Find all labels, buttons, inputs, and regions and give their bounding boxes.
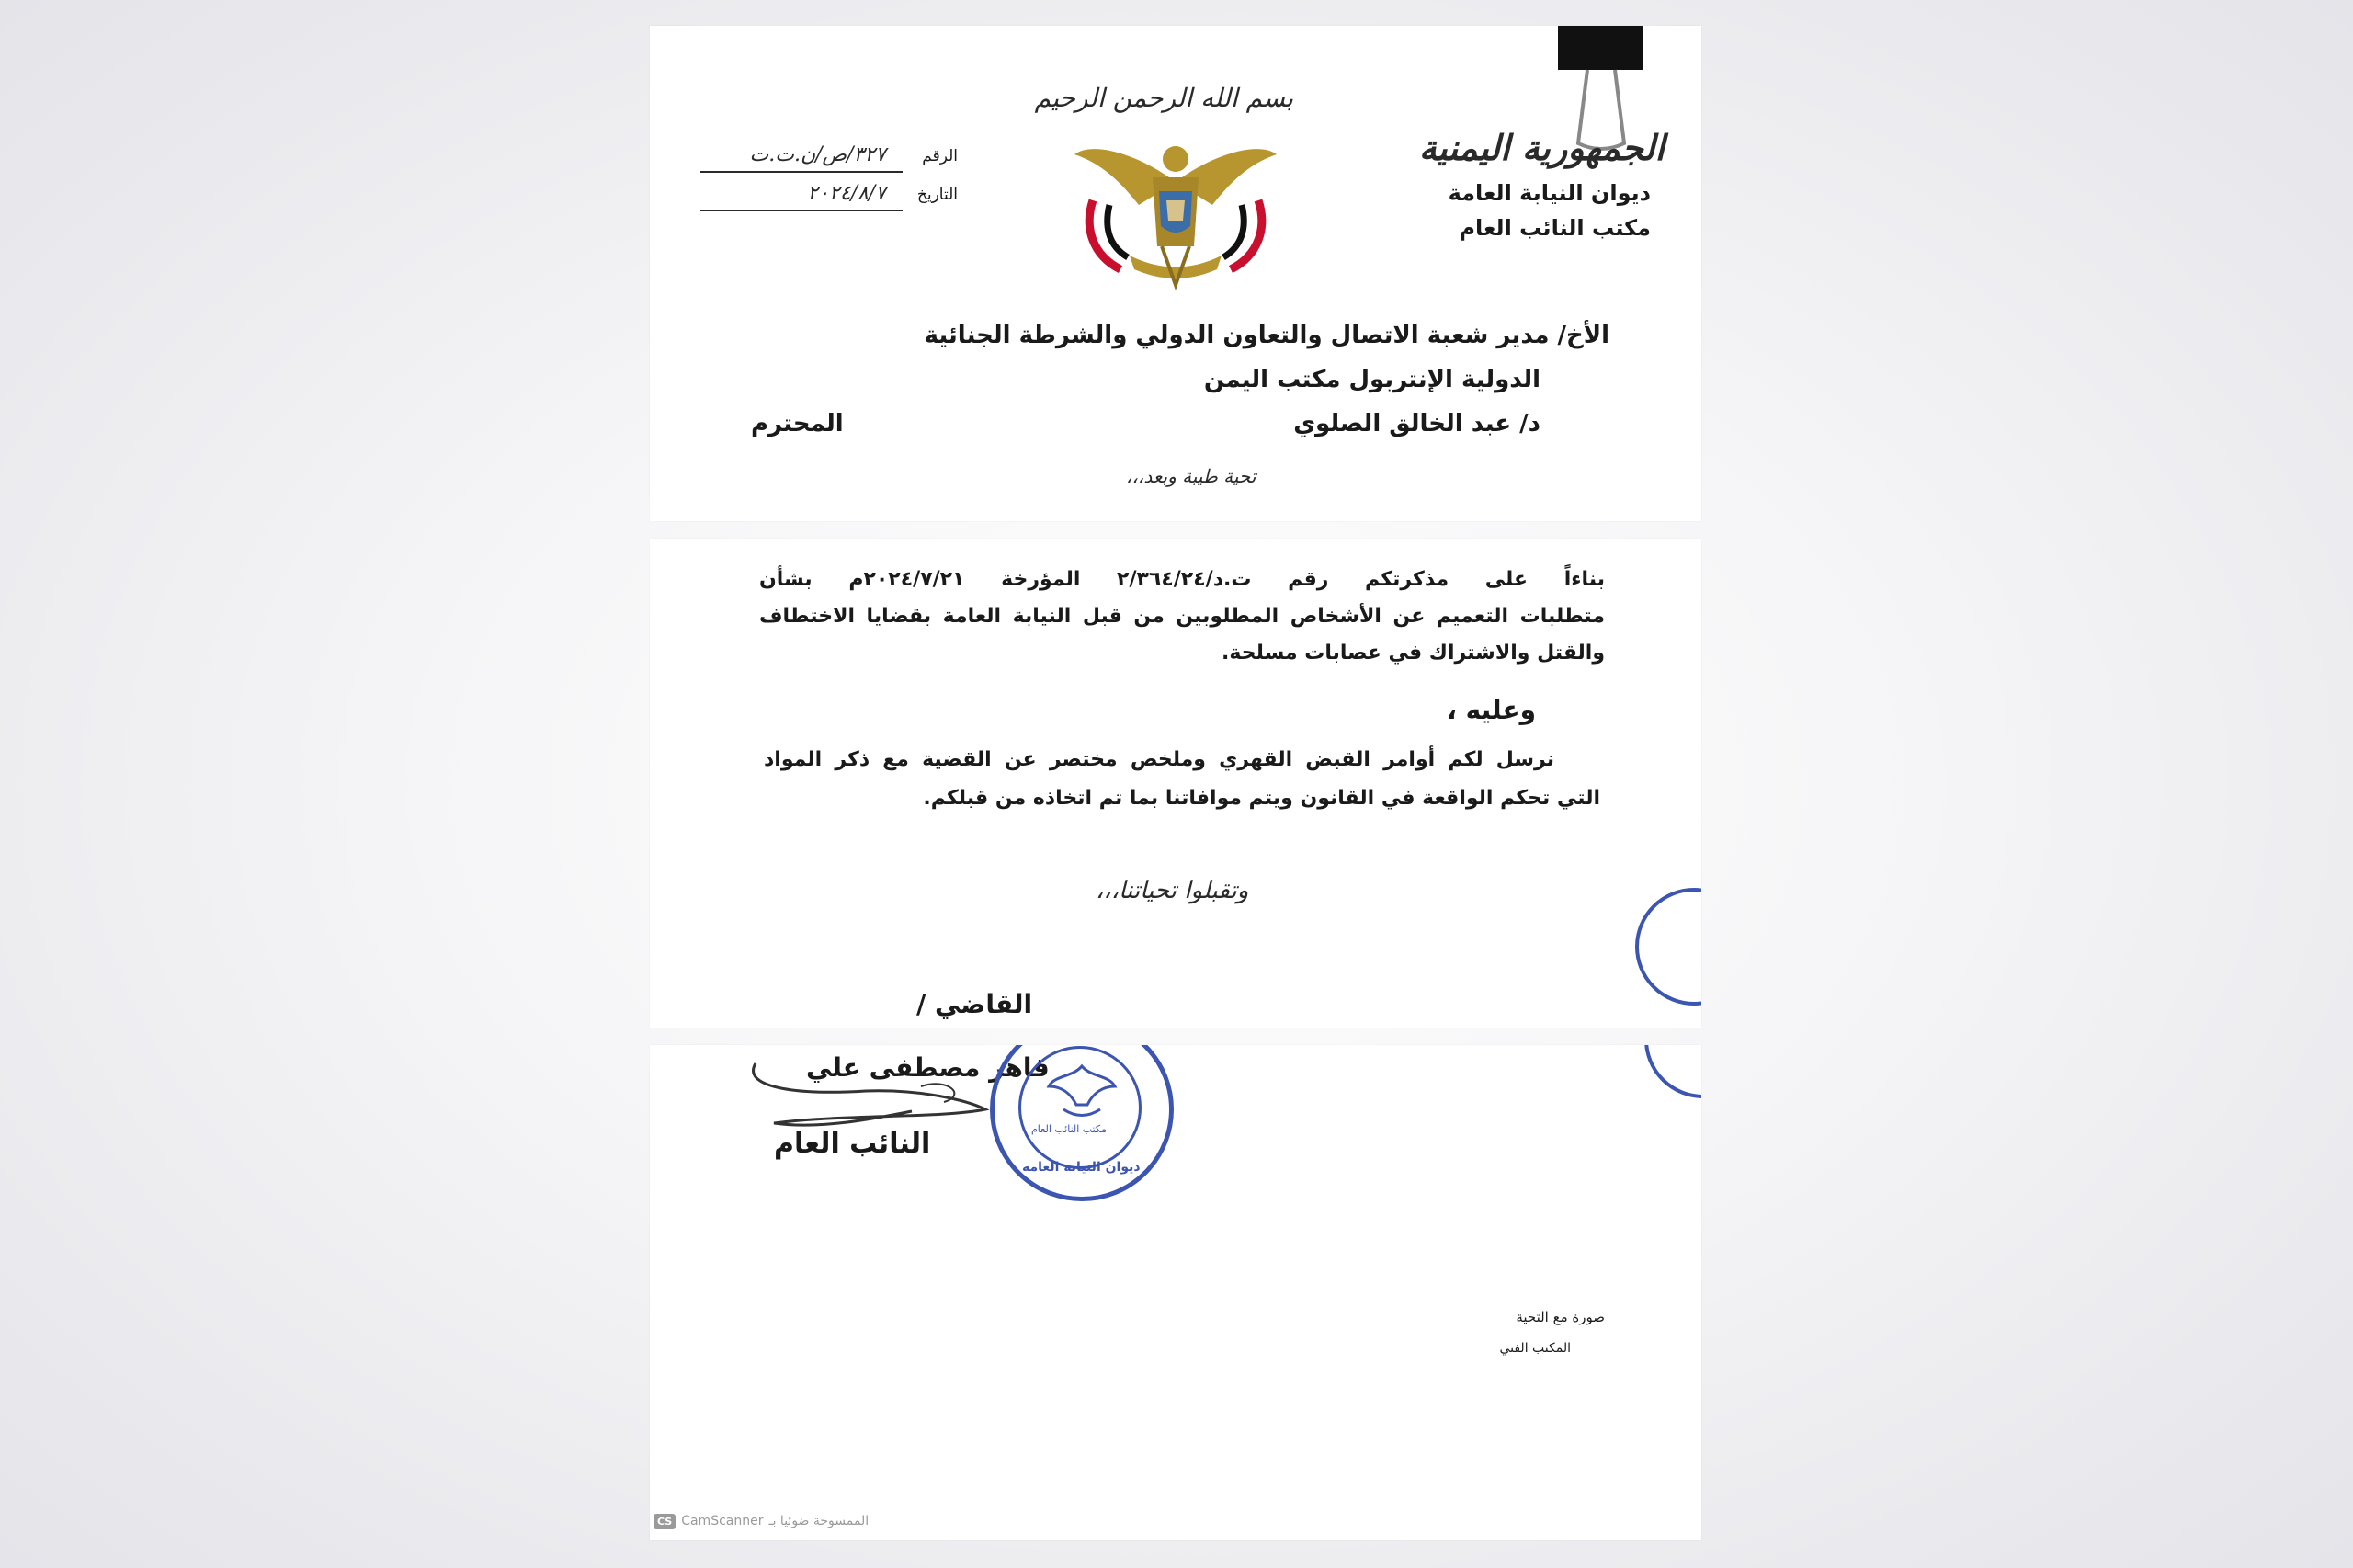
addressee-honorific: المحترم [751, 410, 844, 437]
signatory-name: قاهر مصطفى علي [806, 1052, 1050, 1083]
paragraph-1-line-3: والقتل والاشتراك في عصابات مسلحة. [1222, 642, 1605, 665]
office-line-1: ديوان النيابة العامة [1448, 180, 1651, 206]
office-line-2: مكتب النائب العام [1459, 215, 1651, 241]
stamp-ring-text: ديوان النيابة العامة [1022, 1160, 1141, 1175]
date-value: ٢٠٢٤/٨/٧ [807, 182, 886, 205]
paragraph-2-line-2: التي تحكم الواقعة في القانون ويتم موافاتنا بما تم اتخاذه من قبلكم. [923, 787, 1600, 810]
camscanner-footer [654, 1509, 869, 1533]
addressee-line-2: الدولية الإنتربول مكتب اليمن [1203, 366, 1540, 393]
reference-label: الرقم [922, 147, 958, 165]
addressee-name: د/ عبد الخالق الصلوي [1293, 410, 1540, 437]
binder-clip-icon [1551, 26, 1652, 81]
reference-number [700, 143, 958, 175]
body-strip [650, 539, 1701, 1028]
date-label: التاريخ [916, 186, 958, 204]
copy-note-line-2: المكتب الفني [1499, 1341, 1571, 1356]
camscanner-badge: CS [654, 1514, 676, 1529]
closing: وتقبلوا تحياتنا،،، [1096, 877, 1249, 904]
basmala: بسم الله الرحمن الرحيم [1034, 83, 1293, 113]
therefore-heading: وعليه ، [1447, 695, 1536, 725]
official-stamp-icon [990, 1045, 1174, 1201]
copy-note-line-1: صورة مع التحية [1516, 1309, 1605, 1325]
addressee-line-1: الأخ/ مدير شعبة الاتصال والتعاون الدولي والشرطة الجنائية [924, 322, 1609, 349]
reference-value: ٣٢٧/ص/ن.ت.ت [749, 143, 886, 166]
stamp-inner-text: مكتب النائب العام [1031, 1123, 1107, 1135]
country-name: الجمهورية اليمنية [1418, 127, 1665, 168]
letterhead-strip [650, 26, 1701, 521]
paragraph-1-line-1: بناءاً على مذكرتكم رقم ت.د/٢/٣٦٤/٢٤ المؤرخة ٢٠٢٤/٧/٢١م بشأن [759, 568, 1605, 591]
letter-date [700, 182, 958, 213]
camscanner-app: CamScanner [681, 1514, 764, 1528]
paragraph-2-line-1: نرسل لكم أوامر القبض القهري وملخص مختصر عن القضية مع ذكر المواد [764, 748, 1554, 771]
stamp-partial-right-bottom-icon [1644, 1045, 1701, 1098]
camscanner-scanned-with: الممسوحة ضوئيا بـ [768, 1514, 870, 1528]
signatory-position: النائب العام [774, 1128, 931, 1160]
paragraph-1-line-2: متطلبات التعميم عن الأشخاص المطلوبين من قبل النيابة العامة بقضايا الاختطاف [759, 605, 1605, 628]
signature-title: القاضي / [916, 989, 1033, 1019]
signature-strip [650, 1045, 1701, 1540]
stamp-partial-right-icon [1635, 888, 1701, 1006]
greeting: تحية طيبة وبعد،،، [1126, 465, 1256, 487]
yemen-emblem-icon [1065, 118, 1286, 292]
